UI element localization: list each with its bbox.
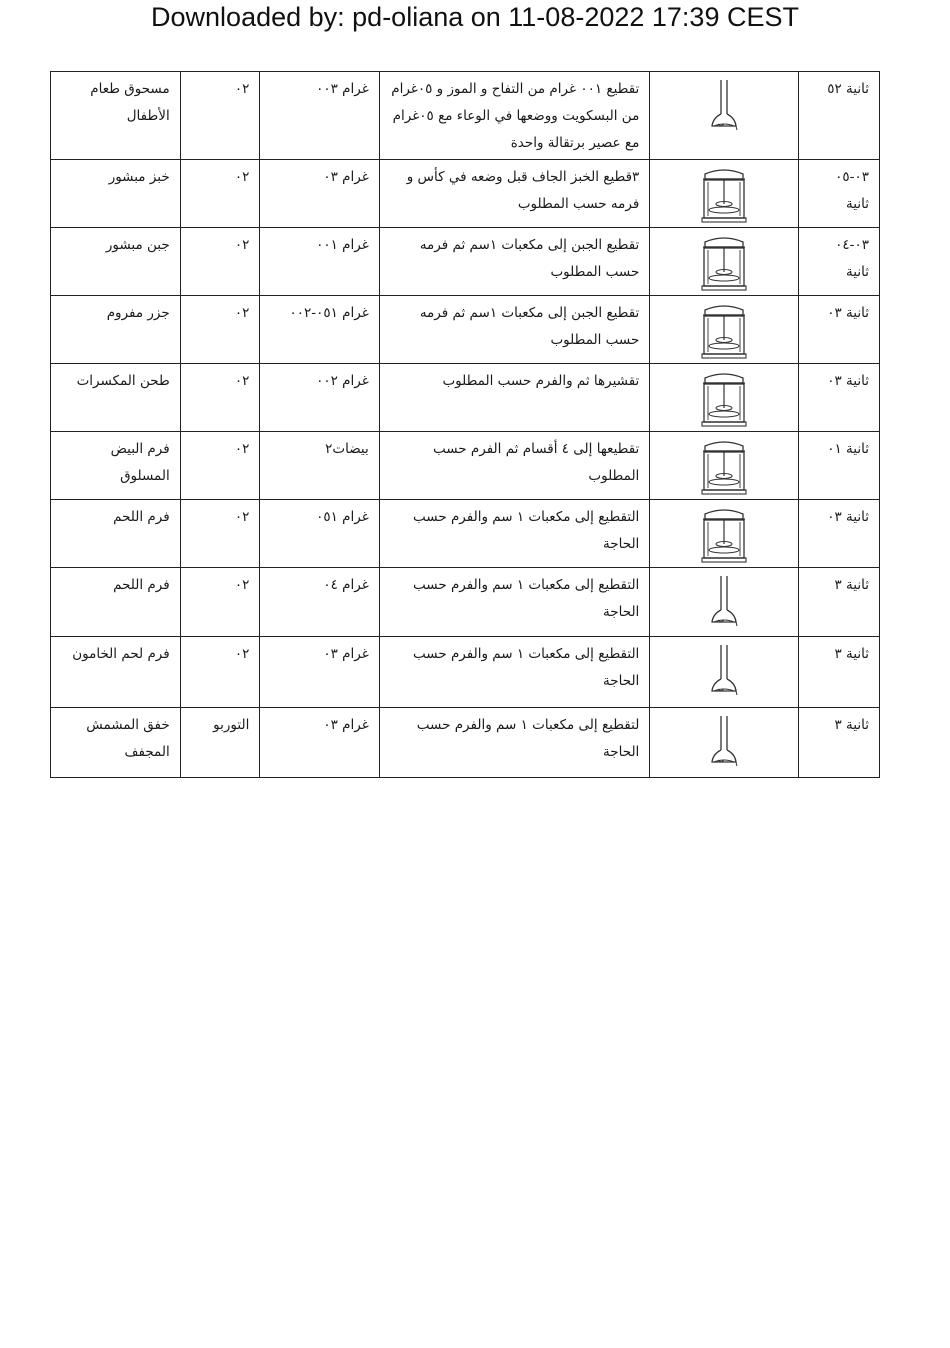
tool-cell xyxy=(650,228,799,296)
chopper-bowl-icon xyxy=(650,438,798,496)
recipe-table xyxy=(50,71,880,778)
download-header: Downloaded by: pd-oliana on 11-08-2022 17:39 CEST xyxy=(151,2,799,32)
description-cell: تقطيع ٠٠١ غرام من التفاح و الموز و ٠٥غرام من البسكويت ووضعها في الوعاء مع ٠٥غرام مع عصير برتقالة واحدة xyxy=(379,72,650,160)
quantity-cell: غرام ٠٠١ xyxy=(260,228,379,296)
chopper-bowl-icon xyxy=(650,302,798,360)
tool-cell xyxy=(650,72,799,160)
description-cell: ٣قطيع الخبز الجاف قبل وضعه في كأس و فرمه حسب المطلوب xyxy=(379,160,650,228)
description-cell: تقطيع الجبن إلى مكعبات ١سم ثم فرمه حسب المطلوب xyxy=(379,228,650,296)
hand-blender-icon xyxy=(650,714,798,774)
description-cell: تقطيعها إلى ٤ أقسام ثم الفرم حسب المطلوب xyxy=(379,432,650,500)
speed-cell: ٠٢ xyxy=(180,568,260,637)
speed-cell: ٠٢ xyxy=(180,228,260,296)
table-row xyxy=(51,568,880,637)
result-cell: خفق المشمش المجفف xyxy=(51,708,181,778)
chopper-bowl-icon xyxy=(650,370,798,428)
speed-cell: التوربو xyxy=(180,708,260,778)
quantity-cell: غرام ٠٥١ xyxy=(260,500,379,568)
quantity-cell: غرام ٠٥١-٠٠٢ xyxy=(260,296,379,364)
speed-cell: ٠٢ xyxy=(180,296,260,364)
result-cell: جبن مبشور xyxy=(51,228,181,296)
result-cell: فرم اللحم xyxy=(51,500,181,568)
tool-cell xyxy=(650,432,799,500)
result-cell: طحن المكسرات xyxy=(51,364,181,432)
quantity-cell: غرام ٠٣ xyxy=(260,708,379,778)
description-cell: التقطيع إلى مكعبات ١ سم والفرم حسب الحاجة xyxy=(379,637,650,708)
chopper-bowl-icon xyxy=(650,506,798,564)
hand-blender-icon xyxy=(650,574,798,634)
speed-cell: ٠٢ xyxy=(180,500,260,568)
speed-cell: ٠٢ xyxy=(180,72,260,160)
hand-blender-icon xyxy=(650,78,798,138)
table-row xyxy=(51,228,880,296)
table-row xyxy=(51,364,880,432)
description-cell: تقشيرها ثم والفرم حسب المطلوب xyxy=(379,364,650,432)
quantity-cell: بيضات٢ xyxy=(260,432,379,500)
quantity-cell: غرام ٠٣ xyxy=(260,160,379,228)
time-cell: ثانية ٥٢ xyxy=(799,72,880,160)
description-cell: تقطيع الجبن إلى مكعبات ١سم ثم فرمه حسب المطلوب xyxy=(379,296,650,364)
quantity-cell: غرام ٠٠٢ xyxy=(260,364,379,432)
time-cell: ثانية ٠٣ xyxy=(799,500,880,568)
table-row xyxy=(51,72,880,160)
description-cell: لتقطيع إلى مكعبات ١ سم والفرم حسب الحاجة xyxy=(379,708,650,778)
table-row xyxy=(51,708,880,778)
time-cell: ثانية ٣ xyxy=(799,708,880,778)
result-cell: خبز مبشور xyxy=(51,160,181,228)
chopper-bowl-icon xyxy=(650,234,798,292)
time-cell: ثانية ٠٣ xyxy=(799,364,880,432)
tool-cell xyxy=(650,296,799,364)
time-cell: ٠٣-٠٥ ثانية xyxy=(799,160,880,228)
quantity-cell: غرام ٠٠٣ xyxy=(260,72,379,160)
quantity-cell: غرام ٠٣ xyxy=(260,637,379,708)
description-cell: التقطيع إلى مكعبات ١ سم والفرم حسب الحاجة xyxy=(379,568,650,637)
speed-cell: ٠٢ xyxy=(180,364,260,432)
speed-cell: ٠٢ xyxy=(180,432,260,500)
table-row xyxy=(51,432,880,500)
time-cell: ثانية ٣ xyxy=(799,568,880,637)
tool-cell xyxy=(650,568,799,637)
description-cell: التقطيع إلى مكعبات ١ سم والفرم حسب الحاجة xyxy=(379,500,650,568)
speed-cell: ٠٢ xyxy=(180,160,260,228)
time-cell: ٠٣-٠٤ ثانية xyxy=(799,228,880,296)
tool-cell xyxy=(650,708,799,778)
time-cell: ثانية ٠٣ xyxy=(799,296,880,364)
tool-cell xyxy=(650,364,799,432)
hand-blender-icon xyxy=(650,643,798,703)
table-row xyxy=(51,296,880,364)
result-cell: فرم اللحم xyxy=(51,568,181,637)
time-cell: ثانية ٠١ xyxy=(799,432,880,500)
table-row xyxy=(51,160,880,228)
table-row xyxy=(51,500,880,568)
tool-cell xyxy=(650,160,799,228)
tool-cell xyxy=(650,637,799,708)
time-cell: ثانية ٣ xyxy=(799,637,880,708)
result-cell: فرم لحم الخامون xyxy=(51,637,181,708)
chopper-bowl-icon xyxy=(650,166,798,224)
result-cell: جزر مفروم xyxy=(51,296,181,364)
result-cell: فرم البيض المسلوق xyxy=(51,432,181,500)
speed-cell: ٠٢ xyxy=(180,637,260,708)
result-cell: مسحوق طعام الأطفال xyxy=(51,72,181,160)
table-row xyxy=(51,637,880,708)
quantity-cell: غرام ٠٤ xyxy=(260,568,379,637)
tool-cell xyxy=(650,500,799,568)
